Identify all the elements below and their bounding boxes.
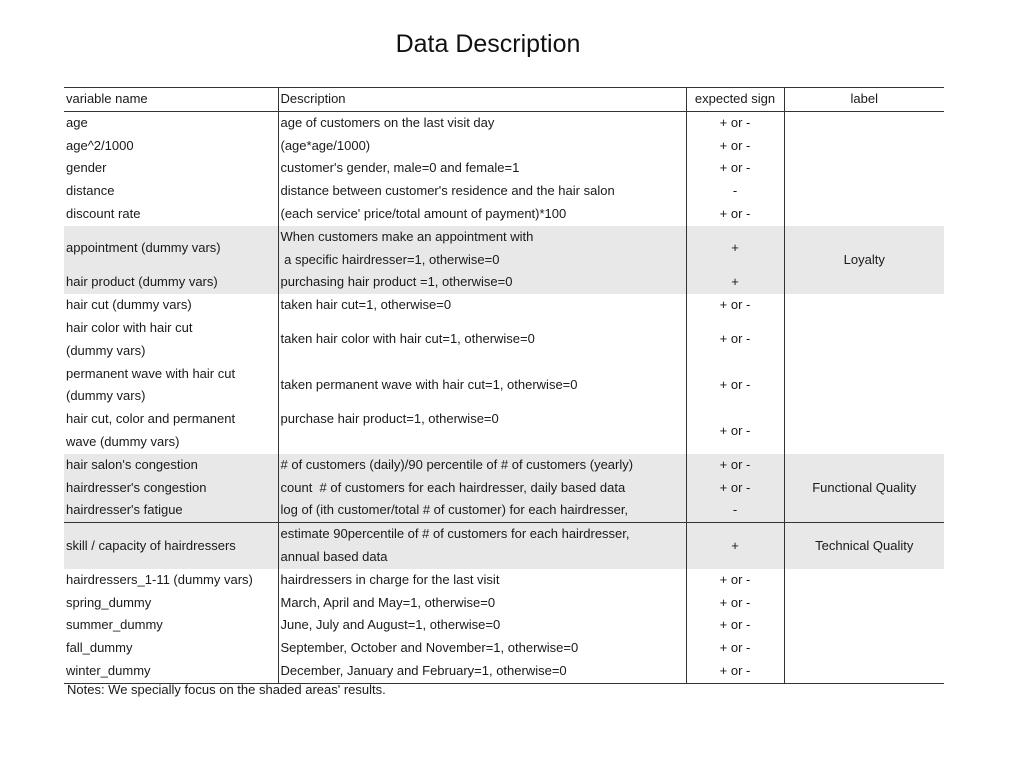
variable-name: hair salon's congestion xyxy=(64,454,278,477)
label-cell xyxy=(784,111,944,134)
variable-description-empty xyxy=(278,431,686,454)
variable-name-cont: (dummy vars) xyxy=(64,340,278,363)
expected-sign: + or - xyxy=(686,660,784,683)
table-row xyxy=(64,157,944,180)
variable-description: estimate 90percentile of # of customers for each hairdresser, xyxy=(278,523,686,546)
label-cell xyxy=(784,294,944,317)
label-cell xyxy=(784,363,944,409)
label-cell xyxy=(784,135,944,158)
table-row-shaded xyxy=(64,454,944,477)
variable-description: (age*age/1000) xyxy=(278,135,686,158)
variable-name: permanent wave with hair cut xyxy=(64,363,278,386)
table-row xyxy=(64,111,944,134)
table-row xyxy=(64,180,944,203)
variable-description: customer's gender, male=0 and female=1 xyxy=(278,157,686,180)
label-cell xyxy=(784,408,944,454)
variable-description: taken hair color with hair cut=1, otherwise=0 xyxy=(278,317,686,363)
expected-sign: + or - xyxy=(686,614,784,637)
variable-name: discount rate xyxy=(64,203,278,226)
variable-name: hairdresser's fatigue xyxy=(64,499,278,522)
expected-sign: + or - xyxy=(686,408,784,454)
header-description: Description xyxy=(278,88,686,112)
expected-sign: + or - xyxy=(686,135,784,158)
variable-description: purchasing hair product =1, otherwise=0 xyxy=(278,271,686,294)
expected-sign: + or - xyxy=(686,157,784,180)
table-row xyxy=(64,592,944,615)
expected-sign: + or - xyxy=(686,454,784,477)
variable-description: hairdressers in charge for the last visit xyxy=(278,569,686,592)
expected-sign: + xyxy=(686,271,784,294)
variable-name: hair cut (dummy vars) xyxy=(64,294,278,317)
variable-description: taken permanent wave with hair cut=1, otherwise=0 xyxy=(278,363,686,409)
table-row xyxy=(64,363,944,386)
table-row xyxy=(64,660,944,683)
expected-sign: + or - xyxy=(686,592,784,615)
table-row-shaded xyxy=(64,523,944,546)
variable-name: spring_dummy xyxy=(64,592,278,615)
table-row xyxy=(64,294,944,317)
label-cell xyxy=(784,203,944,226)
expected-sign: + or - xyxy=(686,111,784,134)
variable-name: summer_dummy xyxy=(64,614,278,637)
label-cell xyxy=(784,637,944,660)
variable-name: winter_dummy xyxy=(64,660,278,683)
table-note: Notes: We specially focus on the shaded areas' results. xyxy=(67,682,386,697)
table-header-row xyxy=(64,88,944,112)
variable-name-cont: (dummy vars) xyxy=(64,385,278,408)
expected-sign: + or - xyxy=(686,363,784,409)
variable-description: (each service' price/total amount of payment)*100 xyxy=(278,203,686,226)
variable-description: taken hair cut=1, otherwise=0 xyxy=(278,294,686,317)
variable-description: purchase hair product=1, otherwise=0 xyxy=(278,408,686,431)
variable-name: skill / capacity of hairdressers xyxy=(64,523,278,569)
variable-description: age of customers on the last visit day xyxy=(278,111,686,134)
table-row-shaded xyxy=(64,226,944,249)
variable-name-cont: wave (dummy vars) xyxy=(64,431,278,454)
variable-name: distance xyxy=(64,180,278,203)
variable-name: hairdresser's congestion xyxy=(64,477,278,500)
variable-description: log of (ith customer/total # of customer) for each hairdresser, xyxy=(278,499,686,522)
variable-description: # of customers (daily)/90 percentile of # of customers (yearly) xyxy=(278,454,686,477)
table-row xyxy=(64,637,944,660)
variable-description-cont: annual based data xyxy=(278,546,686,569)
label-cell xyxy=(784,592,944,615)
variable-description: September, October and November=1, otherwise=0 xyxy=(278,637,686,660)
variable-name: age^2/1000 xyxy=(64,135,278,158)
data-description-table xyxy=(64,87,944,684)
variable-name: hairdressers_1-11 (dummy vars) xyxy=(64,569,278,592)
page-title: Data Description xyxy=(395,30,581,58)
table-row xyxy=(64,203,944,226)
variable-description: March, April and May=1, otherwise=0 xyxy=(278,592,686,615)
expected-sign: - xyxy=(686,180,784,203)
expected-sign: + xyxy=(686,226,784,272)
expected-sign: + or - xyxy=(686,637,784,660)
table-row xyxy=(64,317,944,340)
table-row xyxy=(64,569,944,592)
variable-name: hair product (dummy vars) xyxy=(64,271,278,294)
variable-description: distance between customer's residence and the hair salon xyxy=(278,180,686,203)
label-loyalty: Loyalty xyxy=(784,226,944,294)
label-functional-quality: Functional Quality xyxy=(784,454,944,523)
label-cell xyxy=(784,157,944,180)
label-cell xyxy=(784,614,944,637)
expected-sign: + or - xyxy=(686,569,784,592)
variable-name: appointment (dummy vars) xyxy=(64,226,278,272)
label-cell xyxy=(784,180,944,203)
label-cell xyxy=(784,569,944,592)
variable-description: December, January and February=1, otherwise=0 xyxy=(278,660,686,683)
header-expected-sign: expected sign xyxy=(686,88,784,112)
variable-description: June, July and August=1, otherwise=0 xyxy=(278,614,686,637)
header-variable-name: variable name xyxy=(64,88,278,112)
expected-sign: - xyxy=(686,499,784,522)
label-cell xyxy=(784,317,944,363)
header-label: label xyxy=(784,88,944,112)
expected-sign: + or - xyxy=(686,203,784,226)
table-row xyxy=(64,135,944,158)
variable-name: age xyxy=(64,111,278,134)
variable-name: fall_dummy xyxy=(64,637,278,660)
expected-sign: + or - xyxy=(686,294,784,317)
variable-name: hair color with hair cut xyxy=(64,317,278,340)
expected-sign: + xyxy=(686,523,784,569)
variable-description-cont: a specific hairdresser=1, otherwise=0 xyxy=(278,249,686,272)
label-cell xyxy=(784,660,944,683)
table-row xyxy=(64,614,944,637)
expected-sign: + or - xyxy=(686,477,784,500)
variable-description: When customers make an appointment with xyxy=(278,226,686,249)
expected-sign: + or - xyxy=(686,317,784,363)
variable-description: count # of customers for each hairdresser, daily based data xyxy=(278,477,686,500)
table-row xyxy=(64,408,944,431)
variable-name: gender xyxy=(64,157,278,180)
variable-name: hair cut, color and permanent xyxy=(64,408,278,431)
label-technical-quality: Technical Quality xyxy=(784,523,944,569)
